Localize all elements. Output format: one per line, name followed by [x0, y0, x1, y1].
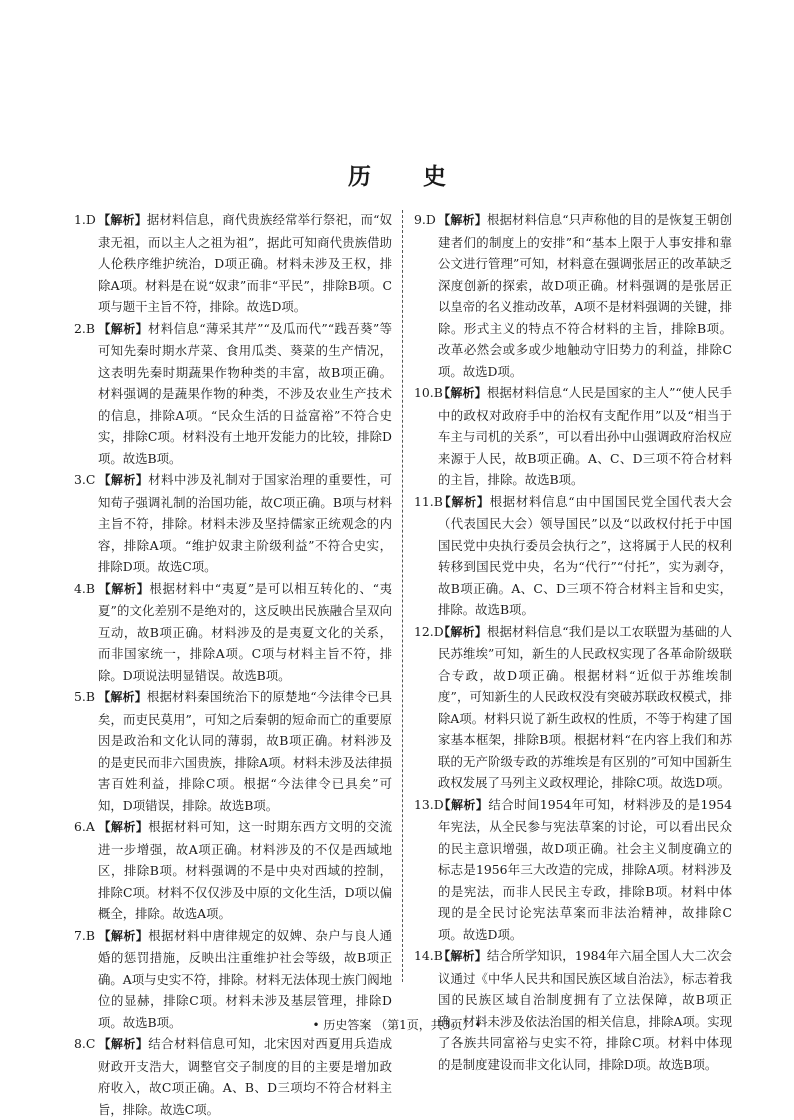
- answer-number: 1.D: [74, 212, 96, 227]
- answer-number: 13.D: [414, 796, 444, 812]
- answer-item: [414, 209, 732, 382]
- answer-item: [74, 209, 392, 318]
- answer-text: 结合材料信息可知，北宋因对西夏用兵造成财政开支浩大，调整官交子制度的目的主要是增加政府收入，故C项正确。A、B、D三项均不符合材料主旨，排除。故选C项。: [98, 1036, 392, 1117]
- analysis-tag: 【解析】: [438, 797, 489, 812]
- answer-text: 根据材料信息“只声称他的目的是恢复王朝创建者们的制度上的安排”和“基本上限于人事安排和靠公文进行管理”可知，材料意在强调张居正的改革缺乏深度创新的探索，故D项正确。材料强调的是张居正以皇帝的名义推动改革，A项不是材料强调的关键，排除。形式主义的特点不符合材料的主旨，排除B项。改革必然会或多或少地触动守旧势力的利益，排除C项。故选D项。: [438, 212, 732, 379]
- analysis-tag: 【解析】: [98, 321, 149, 336]
- answer-text: 根据材料中“夷夏”是可以相互转化的、“夷夏”的文化差别不是绝对的，这反映出民族融合呈双向互动，故B项正确。材料涉及的是夷夏文化的关系，而非国家统一，排除A项。C项与材料主旨不符，排除。D项说法明显错误。故选B项。: [98, 580, 392, 683]
- analysis-tag: 【解析】: [98, 928, 149, 943]
- analysis-tag: 【解析】: [98, 581, 150, 596]
- answer-text: 结合时间1954年可知，材料涉及的是1954年宪法，从全民参与宪法草案的讨论，可以看出民众的民主意识增强，故D项正确。社会主义制度确立的标志是1956年三大改造的完成，排除A项。材料涉及的是宪法，而非人民民主专政，排除B项。材料中体现的是全民讨论宪法草案而非法治精神，故排除C项。故选D项。: [438, 796, 732, 942]
- answer-text: 根据材料可知，这一时期东西方文明的交流进一步增强，故A项正确。材料涉及的不仅是西域地区，排除B项。材料强调的不是中央对西域的控制，排除C项。材料不仅仅涉及中原的文化生活，D项以偏概全，排除。故选A项。: [98, 819, 392, 921]
- left-column: [74, 209, 392, 1120]
- answer-number: 4.B: [74, 580, 95, 596]
- answer-number: 3.C: [74, 472, 96, 487]
- page-footer: • 历史答案 （第1页，共3页）•: [312, 1018, 482, 1032]
- analysis-tag: 【解析】: [438, 386, 487, 400]
- answer-text: 根据材料秦国统治下的原楚地“今法律令已具矣，而吏民莫用”，可知之后秦朝的短命而亡的重要原因是政治和文化认同的薄弱，故B项正确。材料涉及的是吏民而非六国贵族，排除A项。材料未涉及法律损害百姓利益，排除C项。根据“今法律令已具矣”可知，D项错误，排除。故选B项。: [98, 689, 392, 813]
- analysis-tag: 【解析】: [98, 690, 147, 704]
- answer-text: 根据材料信息“我们是以工农联盟为基础的人民苏维埃”可知，新生的人民政权实现了各革命阶级联合专政，故D项正确。根据材料“近似于苏维埃制度”，可知新生的人民政权没有突破苏联政权模式，排除A项。材料只说了新生政权的性质，不等于构建了国家基本框架，排除B项。根据材料“在内容上我们和苏联的无产阶级专政的苏维埃是有区别的”可知中国新生政权发展了马列主义政权理论，排除C项。故选D项。: [438, 623, 732, 790]
- answer-item: [74, 578, 392, 687]
- answer-number: 6.A: [74, 819, 95, 834]
- answer-text: 材料信息“薄采其芹”“及瓜而代”“践吾葵”等可知先秦时期水芹菜、食用瓜类、葵菜的生产情况，这表明先秦时期蔬果作物种类的丰富，故B项正确。材料强调的是蔬果作物的种类，不涉及农业生产技术的信息，排除A项。“民众生活的日益富裕”不符合史实，排除C项。材料没有土地开发能力的比较，排除D项。故选B项。: [98, 320, 392, 466]
- right-column: [414, 209, 732, 1075]
- answer-number: 11.B: [414, 493, 443, 509]
- analysis-tag: 【解析】: [438, 949, 487, 963]
- answer-item: [414, 945, 732, 1075]
- answer-number: 5.B: [74, 689, 95, 704]
- analysis-tag: 【解析】: [98, 213, 147, 227]
- answer-number: 14.B: [414, 948, 443, 963]
- analysis-tag: 【解析】: [438, 624, 487, 639]
- answer-number: 2.B: [74, 320, 95, 336]
- answer-text: 结合所学知识，1984年六届全国人大二次会议通过《中华人民共和国民族区域自治法》，标志着我国的民族区域自治制度拥有了立法保障，故B项正确。材料未涉及依法治国的相关信息，排除A项。实现了各族共同富裕与史实不符，排除C项。材料中体现的是制度建设而非文化认同，排除D项。故选B项。: [438, 948, 732, 1072]
- answer-number: 8.C: [74, 1036, 96, 1051]
- answer-item: [74, 318, 392, 470]
- answer-text: 据材料信息，商代贵族经常举行祭祀，而“奴隶无祖，而以主人之祖为祖”，据此可知商代贵族借助人伦秩序维护统治，D项正确。材料未涉及王权，排除A项。材料是在说“奴隶”而非“平民”，排除B项。C项与题干主旨不符，排除。故选D项。: [98, 212, 392, 314]
- answer-text: 根据材料中唐律规定的奴婢、杂户与良人通婚的惩罚措施，反映出注重维护社会等级，故B项正确。A项与史实不符，排除。材料无法体现士族门阀地位的显赫，排除C项。材料未涉及基层管理，排除D项。故选B项。: [98, 927, 392, 1030]
- answer-text: 根据材料信息“由中国国民党全国代表大会（代表国民大会）领导国民”以及“以政权付托于中国国民党中央执行委员会执行之”，这将属于人民的权利转移到国民党中央，名为“代行”“付托”，实为剥夺，故B项正确。A、C、D三项不符合材料主旨和史实，排除。故选B项。: [438, 493, 732, 617]
- analysis-tag: 【解析】: [98, 1037, 149, 1051]
- analysis-tag: 【解析】: [438, 213, 487, 227]
- answer-item: [414, 491, 732, 621]
- page-title: 历 史: [347, 163, 468, 190]
- answer-item: [74, 1033, 392, 1120]
- answer-number: 12.D: [414, 623, 444, 639]
- answer-item: [414, 794, 732, 946]
- answer-number: 10.B: [414, 385, 443, 400]
- answer-item: [414, 382, 732, 491]
- answer-item: [74, 816, 392, 925]
- answer-number: 7.B: [74, 927, 95, 943]
- answer-text: 根据材料信息“人民是国家的主人”“使人民手中的政权对政府手中的治权有支配作用”以及“相当于车主与司机的关系”，可以看出孙中山强调政府治权应来源于人民，故B项正确。A、C、D三项不符合材料的主旨，排除。故选B项。: [438, 385, 732, 487]
- answer-item: [414, 621, 732, 794]
- analysis-tag: 【解析】: [98, 820, 149, 834]
- answer-text: 材料中涉及礼制对于国家治理的重要性，可知荀子强调礼制的治国功能，故C项正确。B项与材料主旨不符，排除。材料未涉及坚持儒家正统观念的内容，排除A项。“维护奴隶主阶级利益”不符合史实，排除D项。故选C项。: [98, 472, 392, 574]
- answer-item: [74, 469, 392, 578]
- analysis-tag: 【解析】: [98, 473, 149, 487]
- analysis-tag: 【解析】: [438, 494, 490, 509]
- answer-item: [74, 686, 392, 816]
- answer-number: 9.D: [414, 212, 436, 227]
- column-divider: [402, 210, 403, 982]
